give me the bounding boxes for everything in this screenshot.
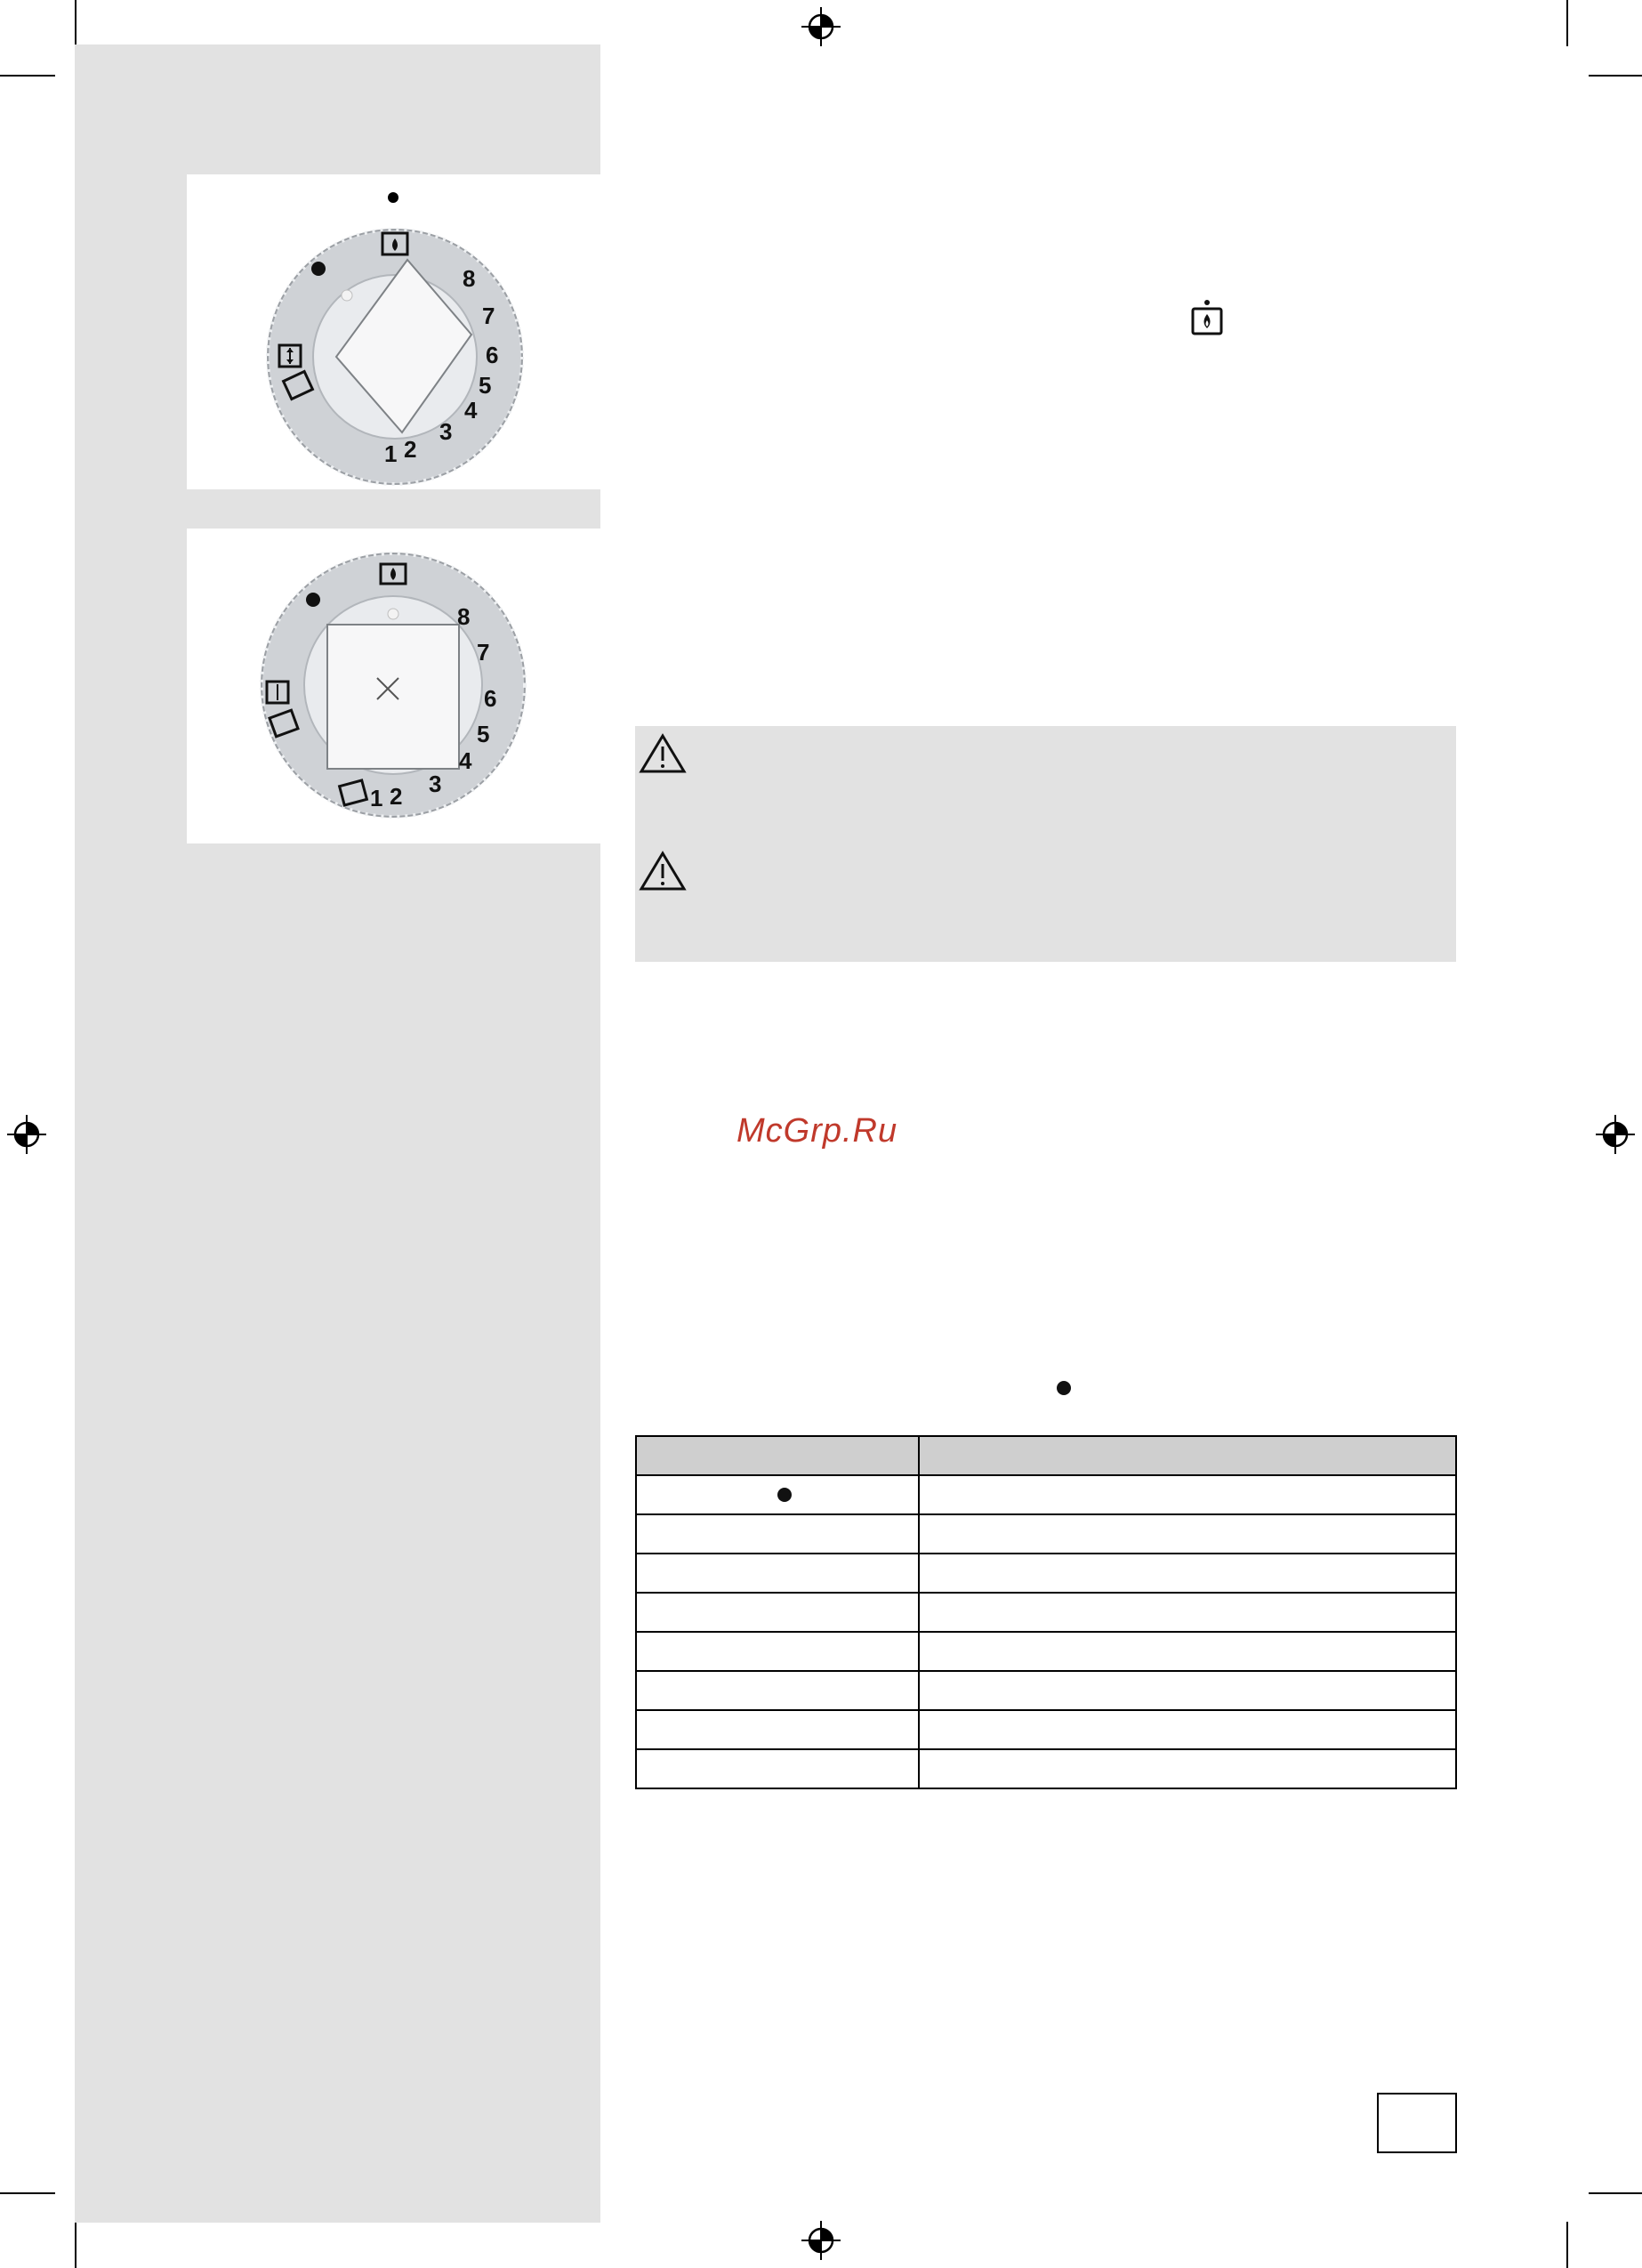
table-header-cell: [636, 1436, 919, 1475]
warning-box: [635, 726, 1456, 962]
table-cell: [919, 1671, 1456, 1710]
registration-mark-icon: [1596, 1115, 1635, 1154]
crop-mark: [1566, 2222, 1568, 2268]
table-row: [636, 1671, 1456, 1710]
registration-mark-icon: [801, 7, 841, 46]
table-row: [636, 1749, 1456, 1788]
table-row: [636, 1514, 1456, 1554]
table-row: [636, 1475, 1456, 1514]
watermark-text: McGrp.Ru: [736, 1112, 898, 1150]
dot-symbol-icon: [777, 1488, 792, 1502]
dot-symbol-icon: [1057, 1381, 1071, 1395]
table-cell: [636, 1710, 919, 1749]
table-header-cell: [919, 1436, 1456, 1475]
page-number-box: [1377, 2093, 1457, 2153]
table-row: [636, 1593, 1456, 1632]
dial-number-3: 3: [439, 418, 453, 445]
table-cell: [636, 1632, 919, 1671]
table-cell: [919, 1593, 1456, 1632]
table-cell: [636, 1749, 919, 1788]
table-row: [636, 1710, 1456, 1749]
knob-image-panel-2: [187, 529, 600, 843]
crop-mark: [0, 75, 55, 77]
dial-number-8: 8: [463, 265, 476, 292]
warning-triangle-icon: [639, 733, 687, 774]
knob-image-panel-1: [187, 174, 600, 489]
table-cell: [919, 1554, 1456, 1593]
table-cell: [636, 1475, 919, 1514]
crop-mark: [1566, 0, 1568, 46]
dial-number-1: 1: [370, 785, 383, 811]
dial-number-4: 4: [459, 747, 472, 774]
gas-settings-table: [635, 1435, 1457, 1789]
table-row: [636, 1554, 1456, 1593]
dial-number-6: 6: [484, 685, 497, 712]
oven-knob-dial-2: [187, 529, 600, 843]
registration-mark-icon: [801, 2221, 841, 2260]
dial-number-1: 1: [384, 440, 398, 467]
table-cell: [636, 1671, 919, 1710]
dial-number-3: 3: [429, 771, 442, 797]
table-cell: [919, 1514, 1456, 1554]
crop-mark: [75, 2222, 76, 2268]
crop-mark: [1589, 2192, 1642, 2194]
table-cell: [636, 1593, 919, 1632]
table-header-row: [636, 1436, 1456, 1475]
crop-mark: [0, 2192, 55, 2194]
dial-number-7: 7: [477, 639, 490, 666]
dial-number-7: 7: [482, 303, 495, 329]
warning-triangle-icon: [639, 851, 687, 892]
oven-knob-dial-1: [187, 174, 600, 489]
dial-number-4: 4: [464, 397, 478, 424]
dial-number-5: 5: [479, 372, 492, 399]
table-cell: [919, 1749, 1456, 1788]
table-row: [636, 1632, 1456, 1671]
table-cell: [919, 1475, 1456, 1514]
table-cell: [919, 1632, 1456, 1671]
dial-number-8: 8: [457, 603, 471, 630]
dial-number-2: 2: [390, 783, 403, 810]
registration-mark-icon: [7, 1115, 46, 1154]
table-cell: [919, 1710, 1456, 1749]
table-cell: [636, 1554, 919, 1593]
crop-mark: [1589, 75, 1642, 77]
oven-gas-flame-icon: [1190, 299, 1224, 338]
dial-number-6: 6: [486, 342, 499, 368]
table-cell: [636, 1514, 919, 1554]
crop-mark: [75, 0, 76, 46]
dial-number-5: 5: [477, 721, 490, 747]
dial-number-2: 2: [404, 436, 417, 463]
